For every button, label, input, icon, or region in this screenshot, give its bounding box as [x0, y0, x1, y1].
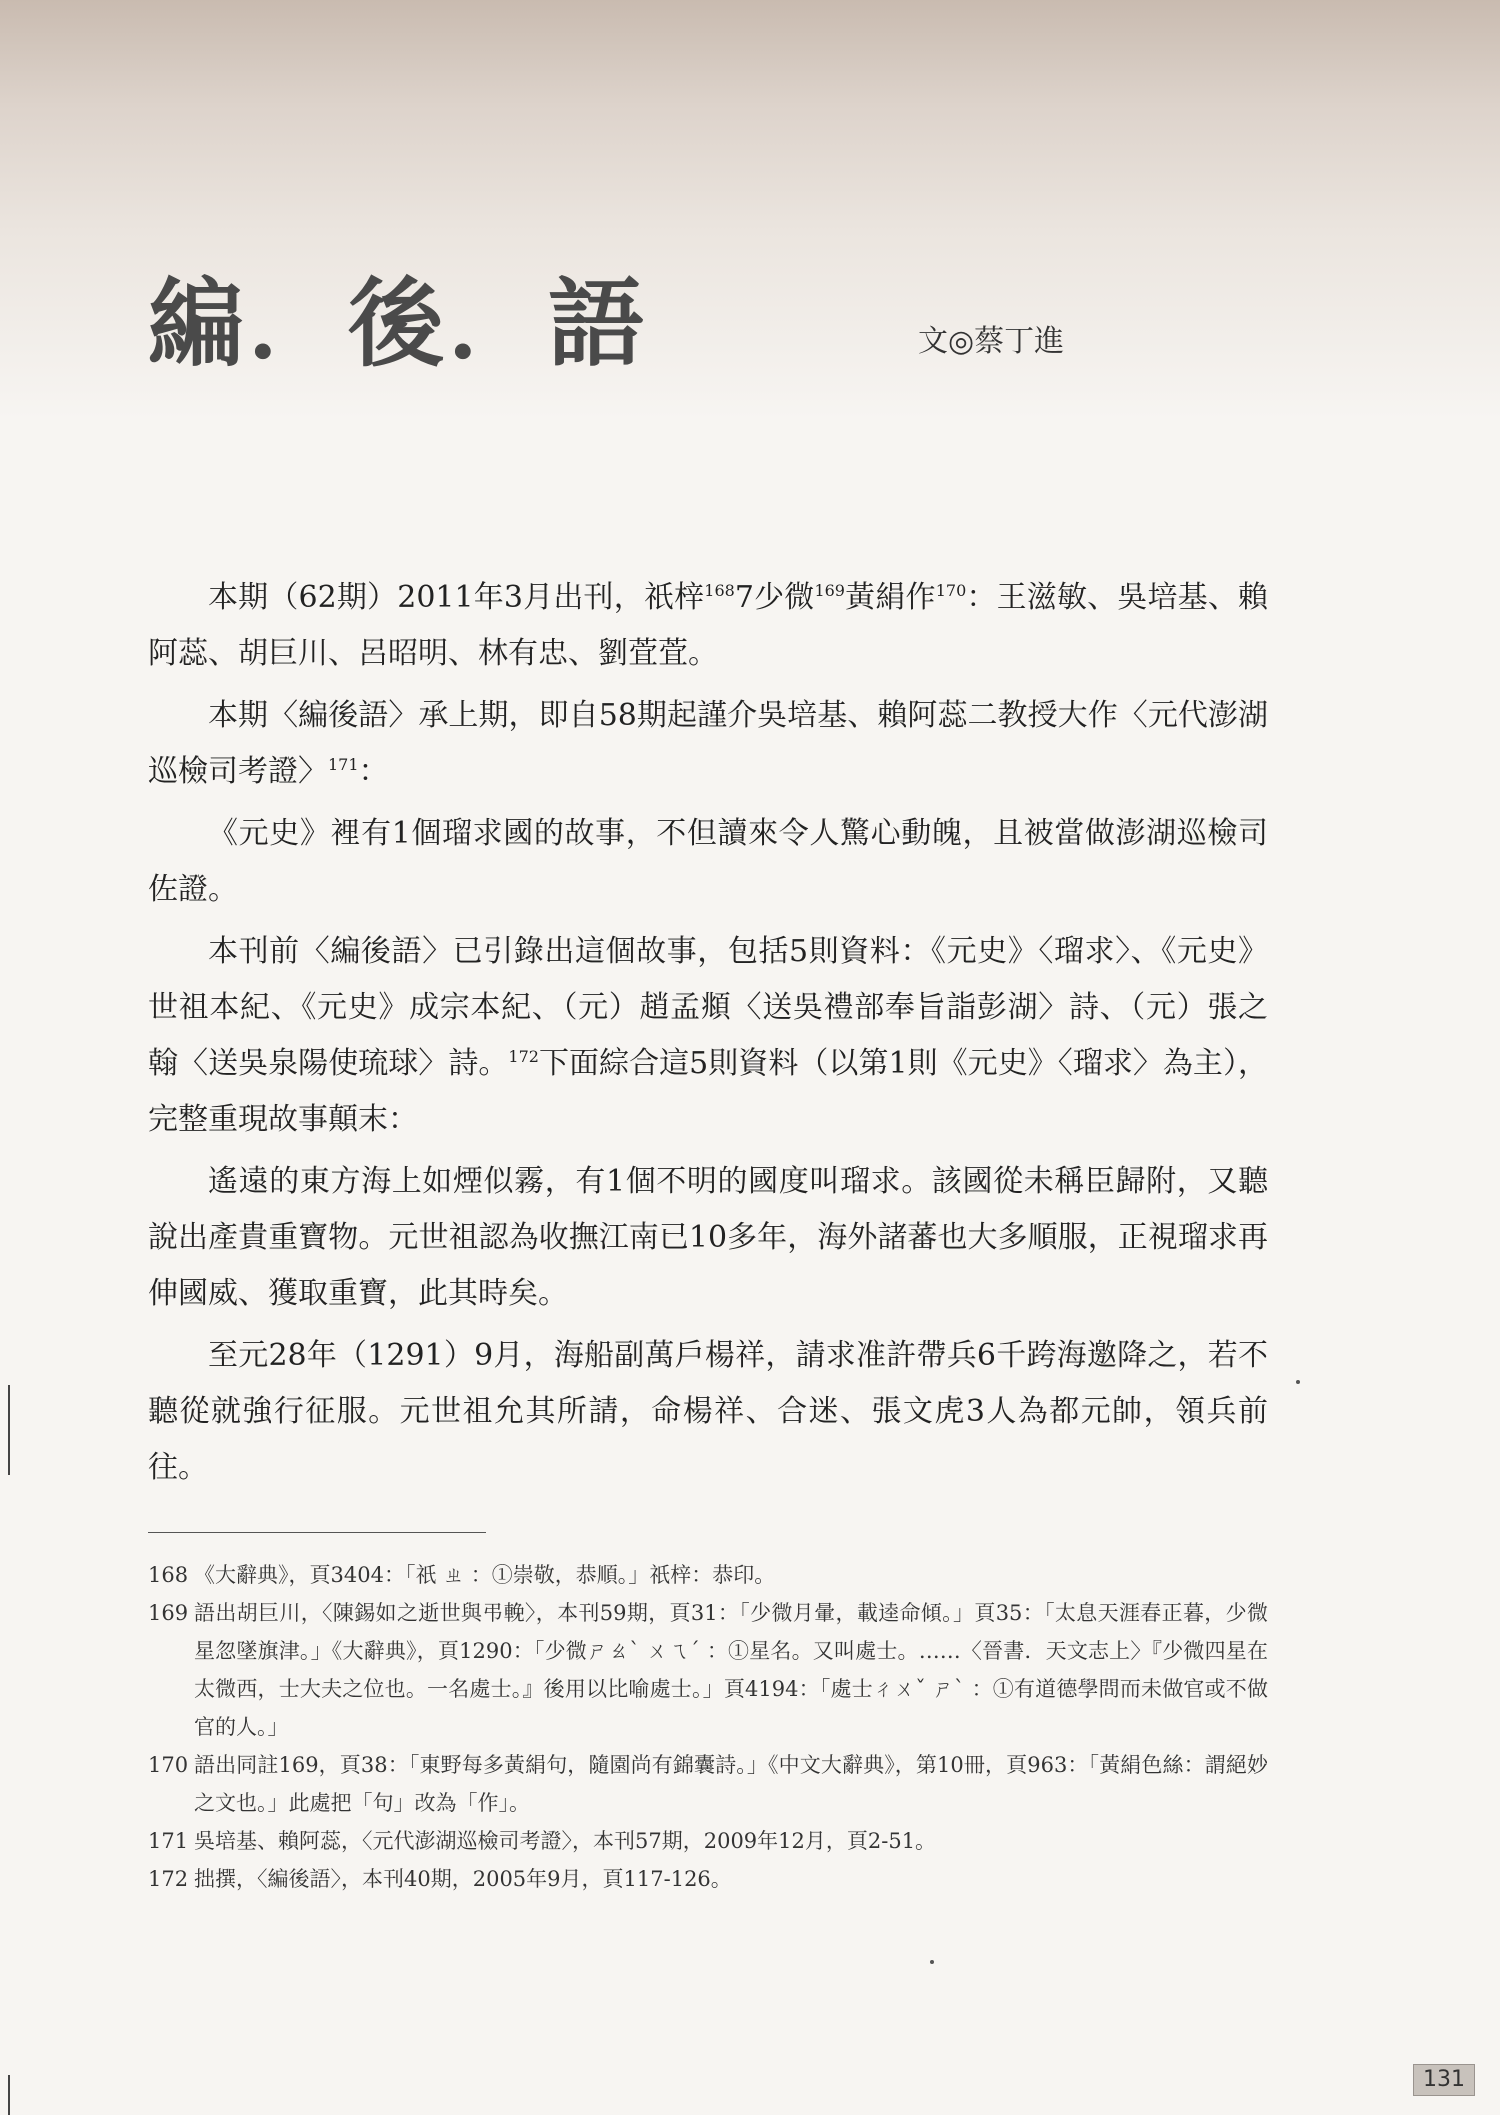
paragraph: 本期（62期）2011年3月出刊，祇梓$^{168}$7少微$^{169}$黃絹作$^{170}$：王滋敏、吳培基、賴阿蕊、胡巨川、呂昭明、林有忠、劉萓萓。 [148, 580, 1269, 671]
footnote-text: 拙撰，〈編後語〉，本刊40期，2005年9月，頁117-126。 [194, 1867, 732, 1891]
footnote [148, 1822, 1268, 1860]
footnote-text: 語出同註169，頁38：「東野每多黃絹句，隨園尚有錦囊詩。」《中文大辭典》，第10冊，頁963：「黃絹色絲：謂絕妙之文也。」此處把「句」改為「作」。 [194, 1753, 1268, 1815]
footnote-ref[interactable]: 168 [704, 581, 735, 600]
edge-mark [8, 1385, 10, 1475]
footnote-number: 172 [148, 1867, 189, 1891]
paragraph: 遙遠的東方海上如煙似霧，有1個不明的國度叫瑠求。該國從未稱臣歸附，又聽說出產貴重寶物。元世祖認為收撫江南已10多年，海外諸蕃也大多順服，正視瑠求再伸國威、獲取重寶，此其時矣。 [148, 1164, 1268, 1311]
footnote-divider [148, 1532, 486, 1533]
article-body [148, 570, 1268, 1502]
footnote [148, 1594, 1268, 1746]
footnote [148, 1556, 1268, 1594]
speck [1296, 1380, 1300, 1384]
page-number: 131 [1413, 2064, 1475, 2096]
paragraph: 本期〈編後語〉承上期，即自58期起謹介吳培基、賴阿蕊二教授大作〈元代澎湖巡檢司考證〉$^{171}$： [148, 698, 1268, 789]
paragraph: 《元史》裡有1個瑠求國的故事，不但讀來令人驚心動魄，且被當做澎湖巡檢司佐證。 [148, 816, 1268, 907]
page-title: 編．後．語 [148, 268, 648, 380]
footnote [148, 1860, 1268, 1898]
footnote-text: 吳培基、賴阿蕊，〈元代澎湖巡檢司考證〉，本刊57期，2009年12月，頁2-51。 [194, 1829, 937, 1853]
footnote-number: 170 [148, 1753, 189, 1777]
footnotes [148, 1556, 1268, 1898]
footnote-number: 169 [148, 1601, 189, 1625]
paragraph: 本刊前〈編後語〉已引錄出這個故事，包括5則資料：《元史》〈瑠求〉、《元史》世祖本紀、《元史》成宗本紀、（元）趙孟頫〈送吳禮部奉旨詣彭湖〉詩、（元）張之翰〈送吳泉陽使琉球〉詩。$^{172}$下面綜合這5則資料（以第1則《元史》〈瑠求〉為主），完整重現故事顛末： [148, 934, 1268, 1137]
footnote-text: 《大辭典》，頁3404：「祇 ㄓ ：①崇敬，恭順。」祇梓：恭印。 [194, 1563, 776, 1587]
footnote-number: 171 [148, 1829, 189, 1853]
author-byline: 文◎蔡丁進 [918, 324, 1065, 359]
footnote-text: 語出胡巨川，〈陳錫如之逝世與弔輓〉，本刊59期，頁31：「少微月暈，載逵命傾。」頁35：「太息天涯春正暮，少微星忽墜旗津。」《大辭典》，頁1290：「少微ㄕㄠˋ ㄨㄟˊ ：①星名。又叫處士。……〈晉書．天文志上〉『少微四星在太微西，士大夫之位也。一名處士。』後用以比喻處士。」頁4194：「處士ㄔㄨˇ ㄕˋ ：①有道德學問而未做官或不做官的人。」 [194, 1601, 1268, 1739]
edge-mark [8, 2075, 10, 2115]
footnote-ref[interactable]: 171 [328, 755, 359, 774]
paragraph: 至元28年（1291）9月，海船副萬戶楊祥，請求准許帶兵6千跨海邀降之，若不聽從就強行征服。元世祖允其所請，命楊祥、合迷、張文虎3人為都元帥，領兵前往。 [148, 1338, 1268, 1485]
footnote-number: 168 [148, 1563, 189, 1587]
footnote-ref[interactable]: 169 [814, 581, 845, 600]
footnote-ref[interactable]: 172 [508, 1047, 539, 1066]
footnote-ref[interactable]: 170 [935, 581, 967, 600]
footnote [148, 1746, 1268, 1822]
speck [930, 1960, 934, 1964]
